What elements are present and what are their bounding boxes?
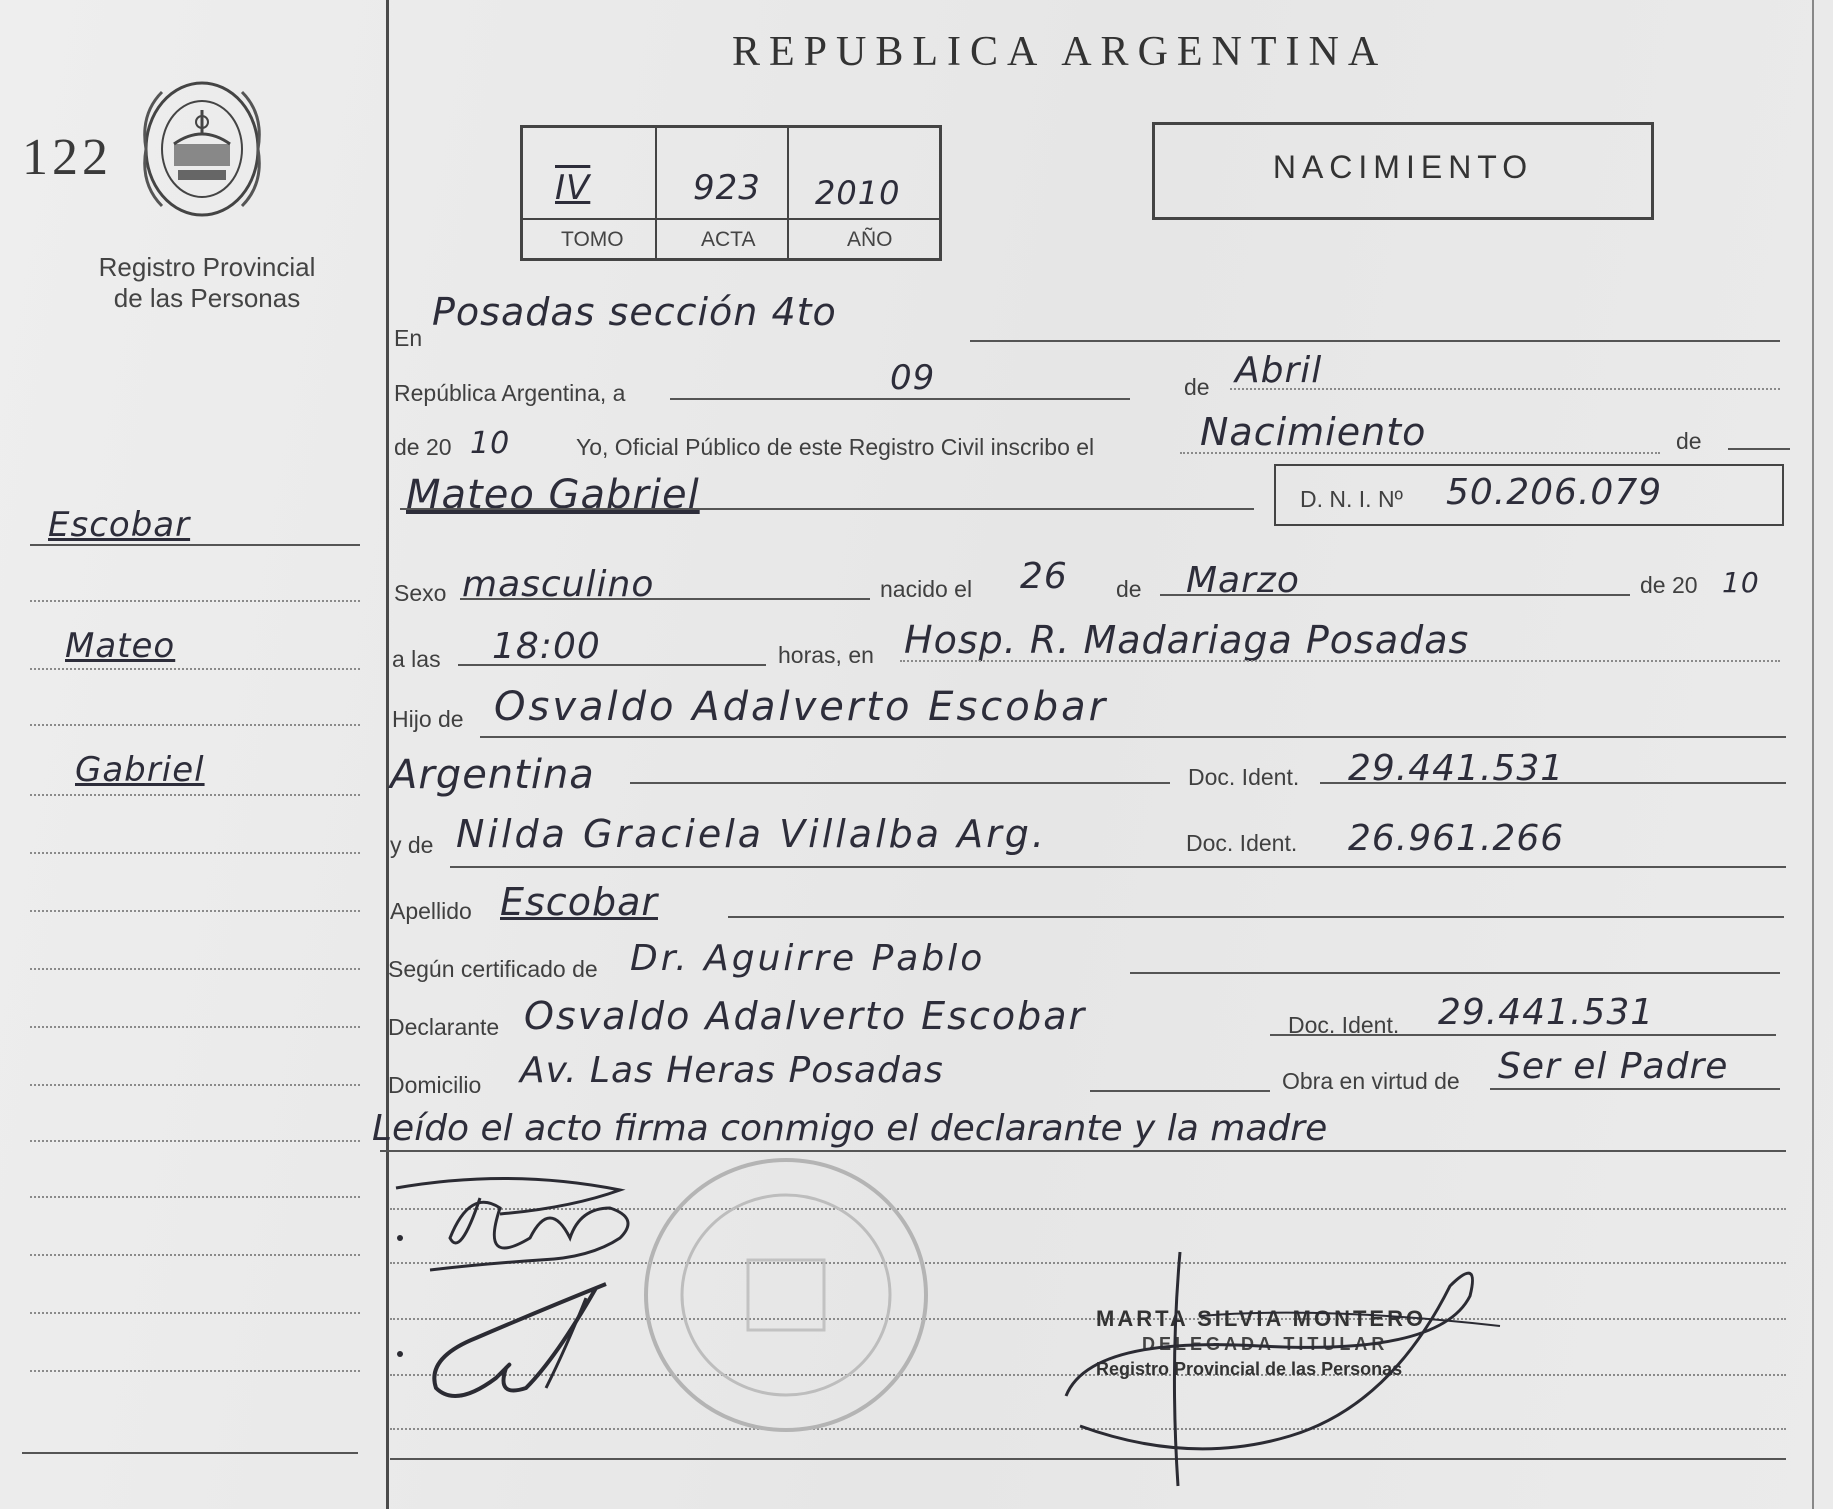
margin-dotted-line (30, 1196, 360, 1198)
official-title: DELEGADA TITULAR (1142, 1334, 1389, 1354)
birth-time-value: 18:00 (492, 626, 601, 667)
margin-dotted-line (30, 852, 360, 854)
de-label-2: de (1676, 428, 1702, 454)
republica-label: República Argentina, a (394, 380, 626, 406)
margin-dotted-line (30, 600, 360, 602)
form-line (1270, 1034, 1776, 1036)
column-separator (386, 0, 389, 1509)
registry-stamp-icon (636, 1150, 936, 1440)
form-line (450, 866, 1786, 868)
declarante-label: Declarante (388, 1014, 500, 1040)
margin-dotted-line (30, 1026, 360, 1028)
doc-ident-label-3: Doc. Ident. (1288, 1012, 1400, 1038)
apellido-value: Escobar (500, 880, 658, 924)
anio-label: AÑO (847, 228, 893, 251)
certificado-value: Dr. Aguirre Pablo (630, 938, 986, 979)
birth-month-value: Marzo (1186, 560, 1300, 601)
registry-name (48, 252, 366, 314)
margin-surname: Escobar (48, 505, 191, 545)
de-label-3: de (1116, 576, 1142, 602)
anio-value: 2010 (815, 174, 901, 212)
birth-day-value: 26 (1020, 556, 1068, 597)
year-suffix-value: 10 (470, 426, 511, 461)
margin-dotted-line (30, 1084, 360, 1086)
form-dotted-line (900, 660, 1780, 662)
form-line (1160, 594, 1630, 596)
mother-signature (396, 1278, 626, 1408)
page-number: 122 (22, 129, 112, 186)
de-label: de (1184, 374, 1210, 400)
tomo-value: IV (555, 168, 591, 208)
margin-dotted-line (30, 1140, 360, 1142)
child-name-value: Mateo Gabriel (406, 472, 700, 518)
form-line (970, 340, 1780, 342)
dni-box (1274, 464, 1784, 526)
form-line (400, 508, 1254, 510)
registry-name-line1: Registro Provincial (98, 252, 316, 282)
sexo-value: masculino (462, 564, 655, 605)
form-line (480, 736, 1786, 738)
margin-first-name: Mateo (65, 626, 176, 666)
declarante-value: Osvaldo Adalverto Escobar (524, 994, 1087, 1038)
declarante-doc-value: 29.441.531 (1438, 992, 1655, 1033)
form-line (630, 782, 1170, 784)
en-label: En (394, 325, 423, 351)
form-dotted-line (1230, 388, 1780, 390)
doc-ident-label: Doc. Ident. (1188, 764, 1300, 790)
yde-label: y de (390, 832, 434, 858)
acta-label: ACTA (701, 228, 756, 251)
form-line (1320, 782, 1786, 784)
official-office: Registro Provincial de las Personas (1096, 1359, 1403, 1379)
form-line (460, 598, 870, 600)
margin-line (30, 544, 360, 546)
father-name-value: Osvaldo Adalverto Escobar (494, 684, 1109, 730)
country-title: REPUBLICA ARGENTINA (732, 29, 1388, 75)
form-line (458, 664, 766, 666)
form-line (1130, 972, 1780, 974)
day-value: 09 (890, 358, 936, 398)
horas-label: horas, en (778, 642, 874, 668)
form-dotted-line (1180, 452, 1660, 454)
birth-year-prefix: de 20 (1640, 572, 1698, 598)
form-line (670, 398, 1130, 400)
mother-doc-value: 26.961.266 (1348, 818, 1565, 859)
month-value: Abril (1235, 350, 1323, 391)
dni-value: 50.206.079 (1446, 472, 1663, 513)
registry-name-line2: de las Personas (113, 283, 301, 313)
margin-dotted-line (30, 724, 360, 726)
margin-dotted-line (30, 910, 360, 912)
closing-text: Leído el acto firma conmigo el declarante y la madre (372, 1108, 1328, 1149)
mother-name-value: Nilda Graciela Villalba Arg. (456, 812, 1047, 856)
dni-label: D. N. I. Nº (1300, 486, 1403, 512)
place-value: Posadas sección 4to (432, 290, 837, 334)
form-line (380, 1150, 1786, 1152)
tomo-label: TOMO (561, 228, 624, 251)
form-line (1090, 1090, 1270, 1092)
year-prefix-label: de 20 (394, 434, 452, 460)
birth-year-suffix: 10 (1722, 566, 1760, 599)
margin-dotted-line (30, 1254, 360, 1256)
inscribo-label: Yo, Oficial Público de este Registro Civil inscribo el (576, 434, 1095, 460)
form-line (728, 916, 1784, 918)
obra-value: Ser el Padre (1498, 1046, 1729, 1087)
margin-bottom-line (22, 1452, 358, 1454)
birth-place-value: Hosp. R. Madariaga Posadas (904, 618, 1470, 662)
apellido-label: Apellido (390, 898, 472, 924)
form-line (1490, 1088, 1780, 1090)
margin-dotted-line (30, 1312, 360, 1314)
domicilio-value: Av. Las Heras Posadas (520, 1050, 944, 1091)
declarant-signature (390, 1168, 670, 1278)
margin-second-name: Gabriel (75, 750, 205, 790)
domicilio-label: Domicilio (388, 1072, 482, 1098)
form-line (1728, 448, 1790, 450)
act-type-value: Nacimiento (1200, 410, 1427, 454)
nacido-label: nacido el (880, 576, 973, 602)
margin-dotted-line (30, 668, 360, 670)
father-nationality-value: Argentina (390, 752, 595, 798)
hijo-label: Hijo de (392, 706, 464, 732)
margin-dotted-line (30, 794, 360, 796)
right-edge-line (1812, 0, 1814, 1509)
acta-value: 923 (693, 168, 761, 208)
margin-dotted-line (30, 1370, 360, 1372)
official-signature (1060, 1246, 1550, 1496)
sexo-label: Sexo (394, 580, 447, 606)
margin-dotted-line (30, 968, 360, 970)
alas-label: a las (392, 646, 441, 672)
obra-label: Obra en virtud de (1282, 1068, 1460, 1094)
father-doc-value: 29.441.531 (1348, 748, 1565, 789)
doc-ident-label-2: Doc. Ident. (1186, 830, 1298, 856)
province-seal-icon (132, 74, 272, 224)
official-name: MARTA SILVIA MONTERO (1096, 1306, 1427, 1331)
certificado-label: Según certificado de (388, 956, 598, 982)
record-number-box (520, 125, 942, 261)
record-type: NACIMIENTO (1272, 149, 1534, 185)
record-type-box (1152, 122, 1654, 220)
